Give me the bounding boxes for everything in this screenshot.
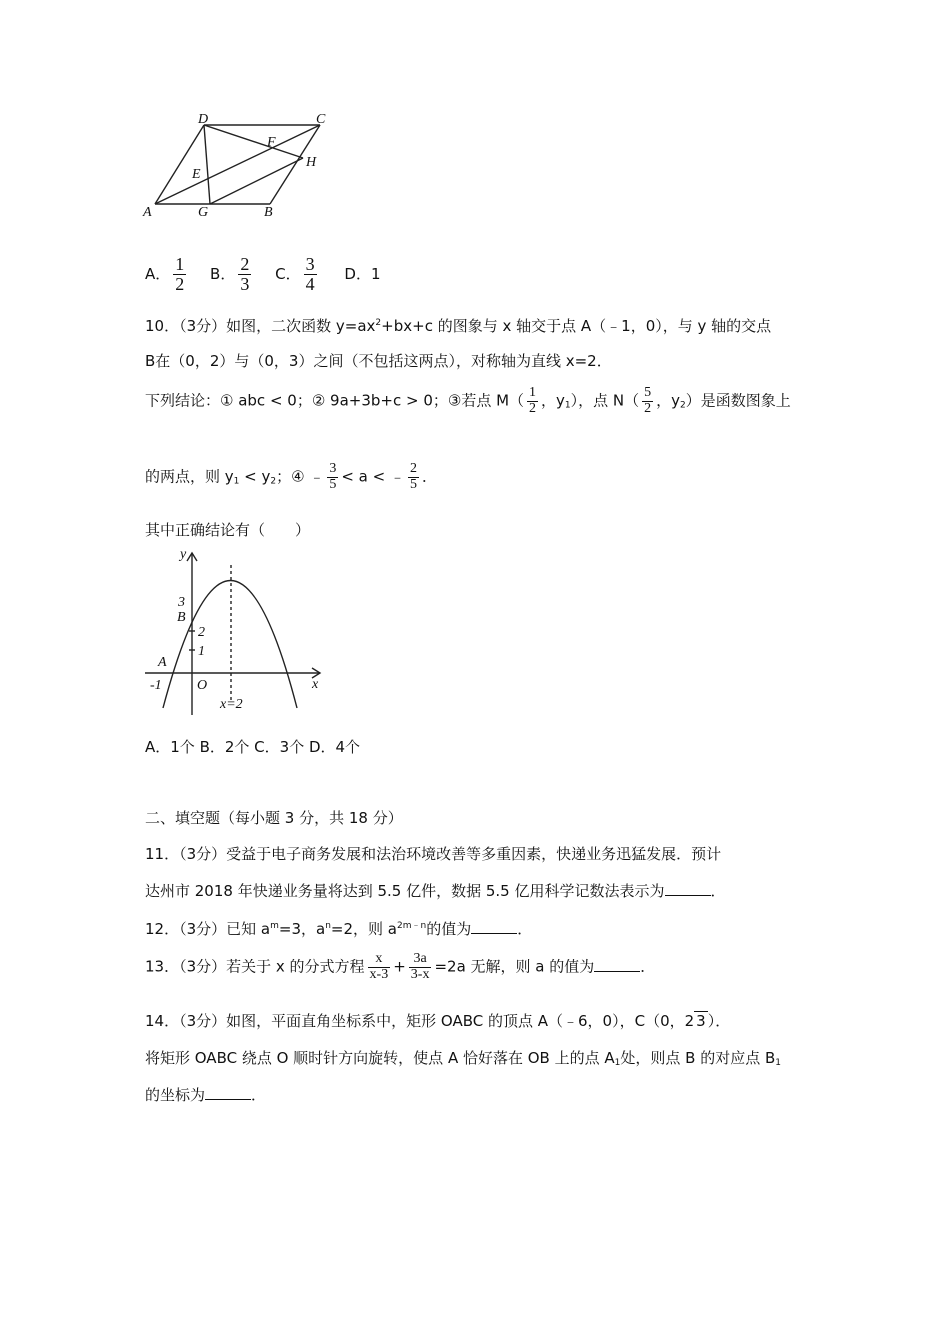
label-1: 1: [198, 644, 205, 659]
q14-line3: 的坐标为 ．: [145, 1086, 267, 1104]
q10-line5: 其中正确结论有（ ）: [145, 521, 311, 539]
label-b: B: [177, 610, 186, 625]
parabola-figure: [140, 543, 340, 718]
q14-line2: 将矩形 OABC 绕点 O 顺时针方向旋转，使点 A 恰好落在 OB 上的点 $A_1$处，则点 B 的对应点 $B_1$: [145, 1049, 782, 1068]
q10-line3: 下列结论：① abc < 0；② 9a+3b+c > 0；③若点 M（ $\frac{1}{2}$ ，$y_1$），点 N（ $\frac{5}{2}$ ，$y_2$）是函数图象上: [145, 385, 791, 416]
q14-line1: 14．（3分）如图，平面直角坐标系中，矩形 OABC 的顶点 A（﹣6，0），C（0，2 3 ）．: [145, 1012, 731, 1030]
q10-line4: 的两点，则 $y_1 < y_2$；④ ﹣ $\frac{3}{5}$ < a < ﹣ $\frac{2}{5}$ ．: [145, 461, 437, 492]
label-o: O: [197, 678, 208, 693]
q11-line2: 达州市 2018 年快递业务量将达到 5.5 亿件，数据 5.5 亿用科学记数法表示为 ．: [145, 882, 726, 900]
option-b-fraction: $\frac{2}{3}$: [240, 254, 250, 294]
label-c: C: [316, 112, 326, 127]
parallelogram-figure: [140, 108, 365, 223]
label-minus1: -1: [150, 678, 162, 693]
q10-options: A．1个 B．2个 C．3个 D．4个: [145, 738, 361, 756]
answer-blank[interactable]: [594, 957, 640, 972]
seg-dg: [204, 125, 210, 204]
q10-line1: 10．（3分）如图，二次函数 $y=ax^2+bx+c$ 的图象与 x 轴交于点 A（﹣1，0），与 y 轴的交点: [145, 317, 772, 335]
label-b: B: [264, 205, 273, 220]
seg-gh: [210, 158, 303, 204]
answer-blank[interactable]: [665, 881, 711, 896]
label-a: A: [158, 655, 167, 670]
answer-blank[interactable]: [471, 919, 517, 934]
label-x: x: [312, 677, 319, 692]
q11-line1: 11．（3分）受益于电子商务发展和法治环境改善等多重因素，快递业务迅猛发展．预计: [145, 845, 722, 863]
option-c-label: C．: [275, 264, 301, 283]
section-2-heading: 二、填空题（每小题 3 分，共 18 分）: [145, 809, 403, 827]
answer-blank[interactable]: [205, 1085, 251, 1100]
label-g: G: [198, 205, 209, 220]
seg-dh: [204, 125, 303, 158]
label-h: H: [306, 155, 317, 170]
option-c-fraction: $\frac{3}{4}$: [305, 254, 315, 294]
label-2: 2: [198, 625, 205, 640]
q12: 12．（3分）已知 $a^m=3$，$a^n=2$，则 $a^{2m﹣n}$的值为 ．: [145, 920, 533, 938]
label-f: F: [267, 135, 276, 150]
label-3: 3: [178, 595, 185, 610]
label-y: y: [180, 547, 187, 562]
label-d: D: [198, 112, 209, 127]
label-a: A: [143, 205, 152, 220]
option-b-label: B．: [210, 264, 236, 283]
option-d: D．1: [344, 264, 381, 283]
q9-options: [145, 255, 381, 294]
q10-line2: B在（0，2）与（0，3）之间（不包括这两点），对称轴为直线 x=2．: [145, 352, 612, 370]
option-a-fraction: $\frac{1}{2}$: [175, 254, 185, 294]
option-a-label: A．: [145, 264, 171, 283]
q13: 13．（3分）若关于 x 的分式方程 $\frac{x}{x-3}$ + $\frac{3a}{3-x}$ =2a 无解，则 a 的值为 ．: [145, 951, 656, 982]
label-e: E: [192, 167, 201, 182]
label-x2: x=2: [220, 697, 243, 712]
